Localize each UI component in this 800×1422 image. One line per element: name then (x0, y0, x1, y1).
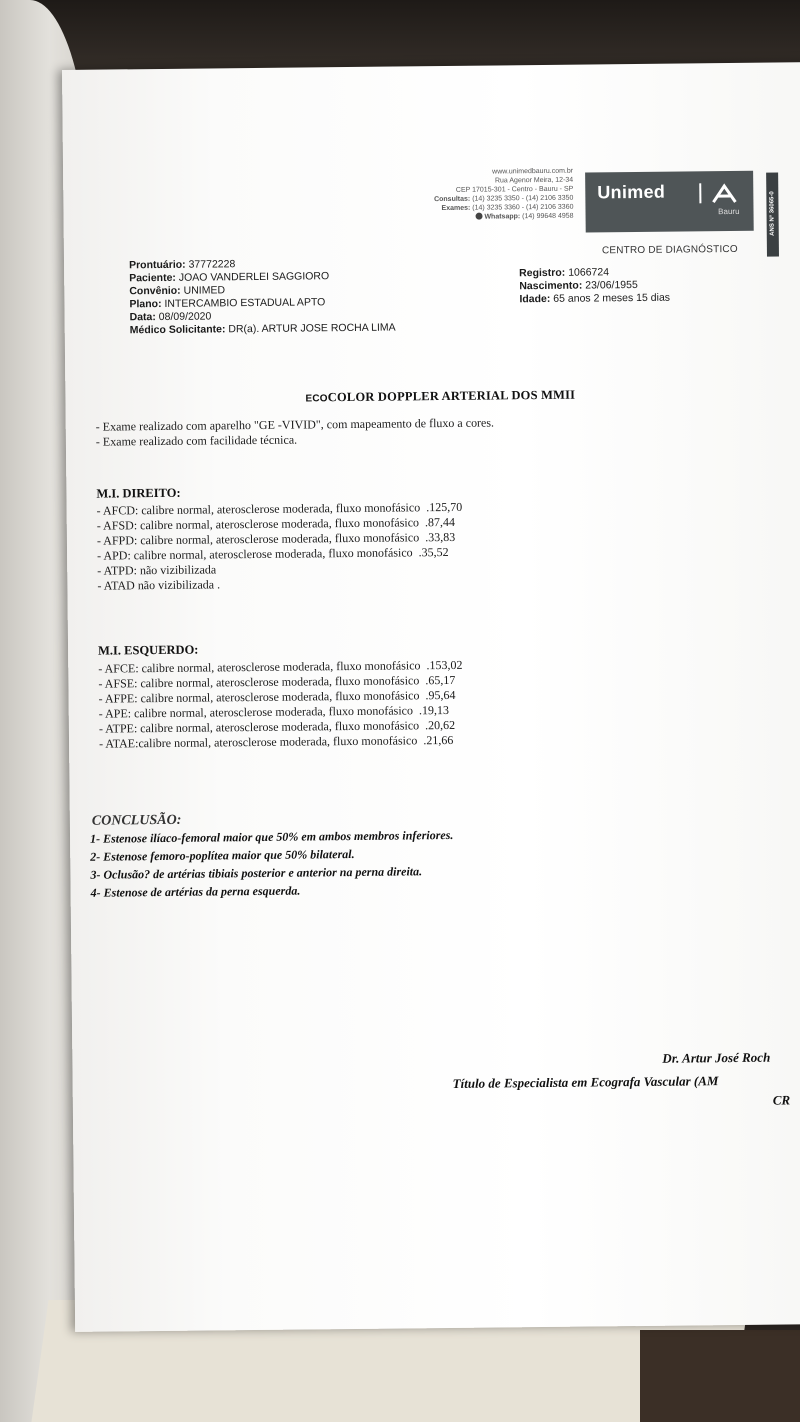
whatsapp-line: Whatsapp: (14) 99648 4958 (364, 212, 574, 223)
unit-name: CENTRO DE DIAGNÓSTICO (601, 243, 738, 257)
medico-row: Médico Solicitante: DR(a). ARTUR JOSE ROCHA LIMA (129, 321, 396, 337)
website-text: www.unimedbauru.com.br (492, 167, 574, 176)
address-line-2: CEP 17015-301 - Centro - Bauru - SP (455, 185, 574, 194)
prontuario-row: Prontuário: 37772228 (128, 258, 236, 272)
consultas-line: Consultas: (14) 3235 3350 - (14) 2106 3350 (434, 194, 574, 204)
report-title: ECOCOLOR DOPPLER ARTERIAL DOS MMII (305, 387, 576, 405)
convenio-row: Convênio: UNIMED (129, 284, 226, 298)
address-line-1: Rua Agenor Meira, 12-34 (494, 176, 574, 185)
logo-divider (699, 183, 701, 203)
logo-brand-text: Unimed (597, 181, 666, 203)
signature-title: Título de Especialista em Ecografa Vascular (AM (452, 1073, 719, 1091)
idade-row: Idade: 65 anos 2 meses 15 dias (519, 291, 671, 306)
exames-line: Exames: (14) 3235 3360 - (14) 2106 3360 (441, 203, 574, 213)
patient-info-left (129, 257, 396, 338)
finding-row: - ATAE:calibre normal, aterosclerose moderada, fluxo monofásico .21,66 (98, 732, 454, 751)
finding-row: - AFSD: calibre normal, aterosclerose moderada, fluxo monofásico .87,44 (96, 514, 456, 533)
signature-name: Dr. Artur José Roch (662, 1049, 771, 1066)
intro-line: - Exame realizado com facilidade técnica. (95, 432, 298, 449)
signature-crm: CR (772, 1092, 791, 1108)
registro-row: Registro: 1066724 (519, 266, 610, 280)
right-leg-findings (97, 500, 464, 594)
finding-row: - APE: calibre normal, aterosclerose moderada, fluxo monofásico .19,13 (98, 702, 450, 721)
data-row: Data: 08/09/2020 (129, 310, 212, 324)
unimed-logo (585, 171, 754, 233)
left-leg-findings (98, 658, 463, 752)
finding-row: - AFCD: calibre normal, aterosclerose moderada, fluxo monofásico .125,70 (96, 499, 463, 518)
conclusion-list (90, 826, 454, 902)
intro-block (96, 415, 495, 449)
finding-row: - ATAD não vizibilizada . (97, 577, 221, 593)
conclusion-item: 4- Estenose de artérias da perna esquerda. (90, 883, 301, 900)
finding-row: - AFSE: calibre normal, aterosclerose moderada, fluxo monofásico .65,17 (98, 672, 456, 691)
paciente-row: Paciente: JOAO VANDERLEI SAGGIORO (129, 270, 330, 285)
conclusion-item: 3- Oclusão? de artérias tibiais posterior e anterior na perna direita. (90, 864, 423, 882)
report-sheet (62, 62, 800, 1332)
ans-registration-strip: ANS Nº 36065-0 (766, 173, 779, 257)
plano-row: Plano: INTERCAMBIO ESTADUAL APTO (129, 296, 326, 311)
nascimento-row: Nascimento: 23/06/1955 (519, 278, 638, 293)
finding-row: - ATPD: não vizibilizada (97, 562, 217, 578)
conclusion-heading: CONCLUSÃO: (91, 812, 182, 829)
background-desk-corner (640, 1330, 800, 1422)
finding-row: - AFPE: calibre normal, aterosclerose moderada, fluxo monofásico .95,64 (98, 687, 456, 706)
patient-info-right (519, 266, 670, 307)
conclusion-item: 1- Estenose ilíaco-femoral maior que 50% em ambos membros inferiores. (89, 827, 454, 846)
left-leg-heading: M.I. ESQUERDO: (98, 642, 199, 658)
finding-row: - AFCE: calibre normal, aterosclerose moderada, fluxo monofásico .153,02 (98, 657, 463, 676)
whatsapp-icon (475, 213, 482, 220)
unimed-tree-icon (711, 182, 737, 204)
conclusion-item: 2- Estenose femoro-poplítea maior que 50% bilateral. (90, 846, 355, 864)
contact-block (363, 167, 574, 223)
finding-row: - AFPD: calibre normal, aterosclerose moderada, fluxo monofásico .33,83 (96, 529, 456, 548)
right-leg-heading: M.I. DIREITO: (96, 485, 181, 501)
intro-line: - Exame realizado com aparelho "GE -VIVID", com mapeamento de fluxo a cores. (95, 415, 495, 434)
logo-city-text: Bauru (718, 206, 740, 217)
finding-row: - APD: calibre normal, aterosclerose moderada, fluxo monofásico .35,52 (97, 544, 449, 563)
finding-row: - ATPE: calibre normal, aterosclerose moderada, fluxo monofásico .20,62 (98, 717, 456, 736)
